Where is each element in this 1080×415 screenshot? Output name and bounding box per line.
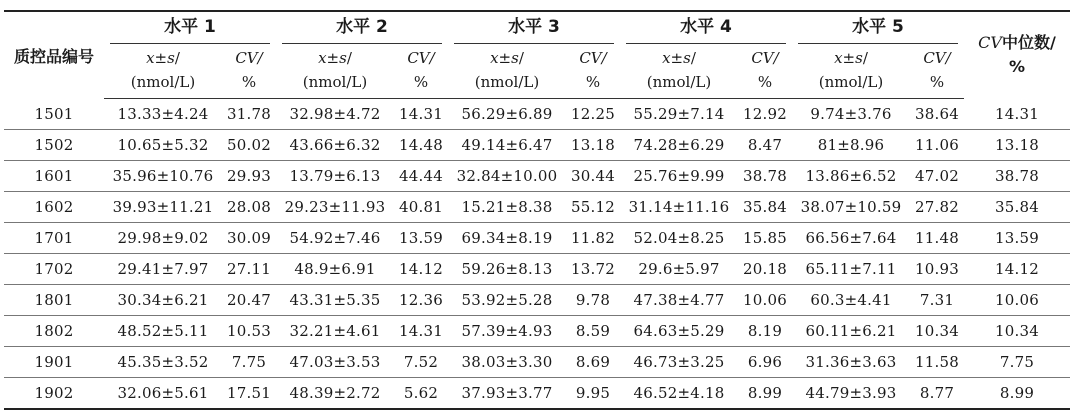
mean-sd-cell: 31.14±11.16: [620, 192, 738, 223]
subheader-x-s: x±s/ (nmol/L): [276, 44, 394, 99]
mean-sd-cell: 38.07±10.59: [792, 192, 910, 223]
table-row: [4, 378, 1070, 410]
cv-cell: 8.19: [738, 316, 792, 347]
cv-cell: 10.53: [222, 316, 276, 347]
cv-cell: 12.92: [738, 99, 792, 130]
cv-cell: 50.02: [222, 130, 276, 161]
mean-sd-cell: 60.11±6.21: [792, 316, 910, 347]
mean-sd-cell: 43.31±5.35: [276, 285, 394, 316]
subheader-x-s: x±s/ (nmol/L): [448, 44, 566, 99]
cv-cell: 27.82: [910, 192, 964, 223]
cv-cell: 30.09: [222, 223, 276, 254]
mean-sd-cell: 32.06±5.61: [104, 378, 222, 410]
mean-sd-cell: 47.03±3.53: [276, 347, 394, 378]
cv-cell: 17.51: [222, 378, 276, 410]
cv-cell: 11.48: [910, 223, 964, 254]
header-row-levels: [4, 11, 1070, 44]
cv-cell: 13.18: [566, 130, 620, 161]
cv-cell: 13.59: [394, 223, 448, 254]
cv-cell: 8.59: [566, 316, 620, 347]
cv-median-cell: 10.06: [964, 285, 1070, 316]
cv-cell: 8.77: [910, 378, 964, 410]
cv-cell: 7.75: [222, 347, 276, 378]
mean-sd-cell: 29.23±11.93: [276, 192, 394, 223]
mean-sd-cell: 25.76±9.99: [620, 161, 738, 192]
sample-id-cell: 1801: [4, 285, 104, 316]
mean-sd-cell: 29.6±5.97: [620, 254, 738, 285]
mean-sd-cell: 74.28±6.29: [620, 130, 738, 161]
sample-id-cell: 1502: [4, 130, 104, 161]
header-level-5: 水平 5: [792, 11, 964, 44]
sample-id-cell: 1901: [4, 347, 104, 378]
table-header: [4, 11, 1070, 99]
sample-id-cell: 1501: [4, 99, 104, 130]
table-row: [4, 161, 1070, 192]
mean-sd-cell: 48.52±5.11: [104, 316, 222, 347]
sample-id-cell: 1701: [4, 223, 104, 254]
cv-cell: 35.84: [738, 192, 792, 223]
cv-median-cell: 13.18: [964, 130, 1070, 161]
header-level-2: 水平 2: [276, 11, 448, 44]
table-row: [4, 347, 1070, 378]
cv-cell: 30.44: [566, 161, 620, 192]
mean-sd-cell: 10.65±5.32: [104, 130, 222, 161]
cv-cell: 8.47: [738, 130, 792, 161]
cv-cell: 9.95: [566, 378, 620, 410]
cv-median-cell: 14.31: [964, 99, 1070, 130]
header-level-4: 水平 4: [620, 11, 792, 44]
header-cv-median: CV中位数/ %: [964, 11, 1070, 99]
data-table-container: [4, 10, 1070, 410]
mean-sd-cell: 54.92±7.46: [276, 223, 394, 254]
mean-sd-cell: 52.04±8.25: [620, 223, 738, 254]
mean-sd-cell: 31.36±3.63: [792, 347, 910, 378]
cv-cell: 10.06: [738, 285, 792, 316]
cv-cell: 11.06: [910, 130, 964, 161]
cv-cell: 20.18: [738, 254, 792, 285]
mean-sd-cell: 56.29±6.89: [448, 99, 566, 130]
cv-median-cell: 38.78: [964, 161, 1070, 192]
cv-cell: 28.08: [222, 192, 276, 223]
cv-cell: 14.12: [394, 254, 448, 285]
header-row-sub: [4, 44, 1070, 99]
subheader-x-s: x±s/ (nmol/L): [620, 44, 738, 99]
mean-sd-cell: 13.86±6.52: [792, 161, 910, 192]
cv-cell: 14.31: [394, 99, 448, 130]
cv-cell: 20.47: [222, 285, 276, 316]
subheader-cv: CV/ %: [566, 44, 620, 99]
mean-sd-cell: 46.73±3.25: [620, 347, 738, 378]
header-sample-id: 质控品编号: [4, 11, 104, 99]
cv-cell: 15.85: [738, 223, 792, 254]
mean-sd-cell: 45.35±3.52: [104, 347, 222, 378]
cv-median-cell: 14.12: [964, 254, 1070, 285]
cv-cell: 9.78: [566, 285, 620, 316]
mean-sd-cell: 44.79±3.93: [792, 378, 910, 410]
cv-cell: 8.99: [738, 378, 792, 410]
cv-cell: 31.78: [222, 99, 276, 130]
cv-cell: 55.12: [566, 192, 620, 223]
cv-cell: 10.34: [910, 316, 964, 347]
mean-sd-cell: 13.79±6.13: [276, 161, 394, 192]
cv-median-cell: 13.59: [964, 223, 1070, 254]
cv-cell: 38.64: [910, 99, 964, 130]
table-row: [4, 130, 1070, 161]
sample-id-cell: 1902: [4, 378, 104, 410]
sample-id-cell: 1702: [4, 254, 104, 285]
cv-cell: 13.72: [566, 254, 620, 285]
mean-sd-cell: 9.74±3.76: [792, 99, 910, 130]
cv-cell: 5.62: [394, 378, 448, 410]
mean-sd-cell: 55.29±7.14: [620, 99, 738, 130]
sample-id-cell: 1802: [4, 316, 104, 347]
cv-median-cell: 8.99: [964, 378, 1070, 410]
mean-sd-cell: 29.41±7.97: [104, 254, 222, 285]
subheader-cv: CV/ %: [222, 44, 276, 99]
mean-sd-cell: 47.38±4.77: [620, 285, 738, 316]
qc-cv-table: [4, 10, 1070, 410]
cv-cell: 29.93: [222, 161, 276, 192]
cv-cell: 40.81: [394, 192, 448, 223]
table-row: [4, 192, 1070, 223]
cv-cell: 47.02: [910, 161, 964, 192]
cv-median-cell: 10.34: [964, 316, 1070, 347]
table-row: [4, 316, 1070, 347]
mean-sd-cell: 43.66±6.32: [276, 130, 394, 161]
table-body: [4, 99, 1070, 410]
mean-sd-cell: 38.03±3.30: [448, 347, 566, 378]
subheader-x-s: x±s/ (nmol/L): [792, 44, 910, 99]
mean-sd-cell: 48.39±2.72: [276, 378, 394, 410]
cv-cell: 11.82: [566, 223, 620, 254]
mean-sd-cell: 81±8.96: [792, 130, 910, 161]
cv-cell: 8.69: [566, 347, 620, 378]
mean-sd-cell: 59.26±8.13: [448, 254, 566, 285]
mean-sd-cell: 53.92±5.28: [448, 285, 566, 316]
cv-cell: 10.93: [910, 254, 964, 285]
sample-id-cell: 1602: [4, 192, 104, 223]
cv-cell: 6.96: [738, 347, 792, 378]
subheader-cv: CV/ %: [394, 44, 448, 99]
cv-cell: 12.36: [394, 285, 448, 316]
cv-cell: 7.31: [910, 285, 964, 316]
cv-median-cell: 35.84: [964, 192, 1070, 223]
mean-sd-cell: 39.93±11.21: [104, 192, 222, 223]
table-row: [4, 285, 1070, 316]
cv-cell: 11.58: [910, 347, 964, 378]
cv-cell: 14.31: [394, 316, 448, 347]
cv-cell: 12.25: [566, 99, 620, 130]
subheader-x-s: x±s/ (nmol/L): [104, 44, 222, 99]
mean-sd-cell: 66.56±7.64: [792, 223, 910, 254]
cv-cell: 7.52: [394, 347, 448, 378]
mean-sd-cell: 29.98±9.02: [104, 223, 222, 254]
sample-id-cell: 1601: [4, 161, 104, 192]
mean-sd-cell: 37.93±3.77: [448, 378, 566, 410]
header-level-1: 水平 1: [104, 11, 276, 44]
cv-cell: 38.78: [738, 161, 792, 192]
mean-sd-cell: 15.21±8.38: [448, 192, 566, 223]
cv-median-cell: 7.75: [964, 347, 1070, 378]
mean-sd-cell: 46.52±4.18: [620, 378, 738, 410]
mean-sd-cell: 57.39±4.93: [448, 316, 566, 347]
mean-sd-cell: 60.3±4.41: [792, 285, 910, 316]
cv-cell: 14.48: [394, 130, 448, 161]
mean-sd-cell: 48.9±6.91: [276, 254, 394, 285]
mean-sd-cell: 32.84±10.00: [448, 161, 566, 192]
table-row: [4, 99, 1070, 130]
table-row: [4, 254, 1070, 285]
mean-sd-cell: 69.34±8.19: [448, 223, 566, 254]
mean-sd-cell: 13.33±4.24: [104, 99, 222, 130]
mean-sd-cell: 32.21±4.61: [276, 316, 394, 347]
mean-sd-cell: 64.63±5.29: [620, 316, 738, 347]
cv-cell: 27.11: [222, 254, 276, 285]
subheader-cv: CV/ %: [738, 44, 792, 99]
mean-sd-cell: 32.98±4.72: [276, 99, 394, 130]
mean-sd-cell: 65.11±7.11: [792, 254, 910, 285]
mean-sd-cell: 30.34±6.21: [104, 285, 222, 316]
header-level-3: 水平 3: [448, 11, 620, 44]
mean-sd-cell: 35.96±10.76: [104, 161, 222, 192]
subheader-cv: CV/ %: [910, 44, 964, 99]
cv-cell: 44.44: [394, 161, 448, 192]
mean-sd-cell: 49.14±6.47: [448, 130, 566, 161]
table-row: [4, 223, 1070, 254]
